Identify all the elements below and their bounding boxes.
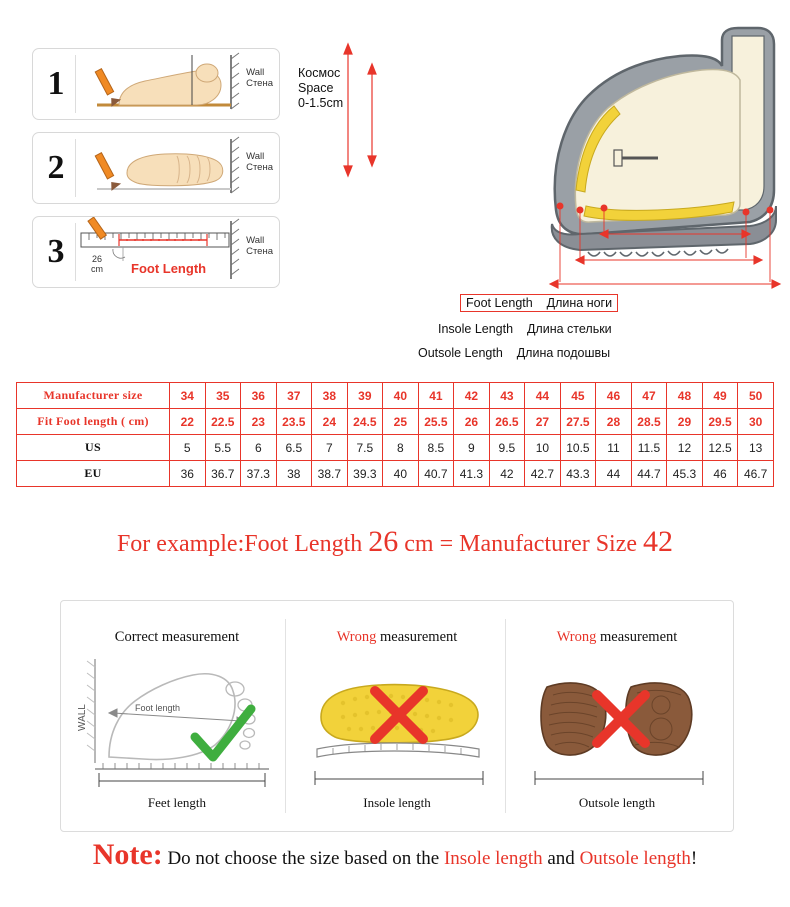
- cell: 23.5: [276, 409, 312, 435]
- cell: 27: [525, 409, 561, 435]
- outsole-length-ru: Длина подошвы: [516, 346, 611, 360]
- toe-space-label-ru: Космос: [298, 66, 341, 80]
- cell: 6: [241, 435, 277, 461]
- panel-2-illustration: [293, 653, 501, 791]
- foot-length-highlight-box: [460, 294, 618, 312]
- cell: 25: [383, 409, 419, 435]
- step-3-illustration: [79, 217, 237, 287]
- step-3-wall-en: Wall: [246, 235, 265, 246]
- cell: 25.5: [418, 409, 454, 435]
- svg-text:WALL: WALL: [77, 704, 88, 731]
- step-1-illustration: [79, 49, 237, 119]
- cell: 46: [702, 461, 738, 487]
- step-2-wall-en: Wall: [246, 151, 265, 162]
- note-keyword: Note:: [92, 838, 163, 871]
- step-3-number: 3: [47, 233, 65, 270]
- cell: 10.5: [560, 435, 596, 461]
- foot-length-ru: Длина ноги: [546, 296, 613, 310]
- cell: 39.3: [347, 461, 383, 487]
- panel-divider-2: [505, 619, 506, 813]
- cell: 42: [454, 383, 490, 409]
- row-label-us: US: [17, 435, 170, 461]
- cell: 11.5: [631, 435, 667, 461]
- cell: 39: [347, 383, 383, 409]
- foot-length-measure-row: [460, 294, 618, 312]
- cell: 38: [276, 461, 312, 487]
- toe-space-value: 0-1.5cm: [298, 96, 344, 110]
- step-2-wall-ru: Стена: [246, 162, 273, 173]
- cell: 36: [241, 383, 277, 409]
- note-text-1: Do not choose the size based on the: [167, 848, 440, 869]
- cell: 48: [667, 383, 703, 409]
- step-2-number: 2: [47, 149, 65, 186]
- row-label-fit-foot-length: Fit Foot length ( cm): [17, 409, 170, 435]
- step-2-divider: [75, 139, 76, 197]
- cell: 10: [525, 435, 561, 461]
- cell: 26: [454, 409, 490, 435]
- cell: 38.7: [312, 461, 348, 487]
- cell: 35: [205, 383, 241, 409]
- step-3-ruler-value-group: [85, 255, 109, 274]
- step-1-wall-ru: Стена: [246, 78, 273, 89]
- outsole-length-en: Outsole Length: [418, 346, 503, 360]
- panel-3-title: [513, 629, 721, 646]
- insole-length-ru: Длина стельки: [526, 322, 612, 336]
- step-3-wall-ru: Стена: [246, 246, 273, 257]
- panel-correct-measurement: [73, 615, 281, 815]
- cell: 24: [312, 409, 348, 435]
- panel-3-title-prefix: Wrong: [556, 629, 597, 645]
- cell: 42.7: [525, 461, 561, 487]
- cell: 6.5: [276, 435, 312, 461]
- row-label-manufacturer-size: Manufacturer size: [17, 383, 170, 409]
- cell: 8.5: [418, 435, 454, 461]
- cell: 37: [276, 383, 312, 409]
- cell: 42: [489, 461, 525, 487]
- step-3-box: [32, 216, 280, 288]
- step-1-number: 1: [47, 65, 65, 102]
- cell: 9: [454, 435, 490, 461]
- cell: 28: [596, 409, 632, 435]
- cell: 29.5: [702, 409, 738, 435]
- cell: 9.5: [489, 435, 525, 461]
- panel-divider-1: [285, 619, 286, 813]
- cell: 44: [525, 383, 561, 409]
- example-sentence: [0, 525, 790, 559]
- cell: 34: [170, 383, 206, 409]
- cell: 13: [738, 435, 774, 461]
- cell: 43.3: [560, 461, 596, 487]
- cell: 24.5: [347, 409, 383, 435]
- cell: 40: [383, 461, 419, 487]
- cell: 36: [170, 461, 206, 487]
- step-1-wall-en: Wall: [246, 67, 265, 78]
- note-text-3: !: [690, 848, 698, 869]
- cell: 7: [312, 435, 348, 461]
- panel-3-caption: Outsole length: [578, 795, 656, 810]
- size-chart-table: [16, 382, 774, 487]
- step-3-wall-label: [246, 235, 273, 257]
- cell: 45.3: [667, 461, 703, 487]
- top-diagram-section: [0, 0, 790, 370]
- measure-steps-panel: [32, 48, 280, 300]
- table-row: [17, 409, 774, 435]
- cell: 41: [418, 383, 454, 409]
- step-1-wall-label: [246, 67, 273, 89]
- step-3-divider: [75, 223, 76, 281]
- panel-1-title: [73, 629, 281, 646]
- step-2-wall-label: [246, 151, 273, 173]
- insole-length-measure-row: [438, 322, 612, 336]
- cell: 41.3: [454, 461, 490, 487]
- cell: 5: [170, 435, 206, 461]
- foot-length-en: Foot Length: [466, 296, 533, 310]
- toe-space-label-en: Space: [298, 81, 334, 95]
- cell: 46.7: [738, 461, 774, 487]
- cell: 8: [383, 435, 419, 461]
- cell: 26.5: [489, 409, 525, 435]
- panel-1-title-prefix: Correct: [114, 629, 159, 645]
- example-equals: = Manufacturer Size: [439, 531, 638, 557]
- note-text-2: and: [547, 848, 575, 869]
- panel-1-illustration: [73, 653, 281, 791]
- cell: 36.7: [205, 461, 241, 487]
- insole-length-en: Insole Length: [438, 322, 514, 336]
- panel-1-caption: Feet length: [147, 795, 207, 810]
- shoe-cross-section-diagram: [288, 10, 788, 370]
- panel-wrong-outsole: [513, 615, 721, 815]
- cell: 11: [596, 435, 632, 461]
- step-3-ruler-value: 26: [91, 254, 102, 264]
- measurement-comparison-panel: [60, 600, 734, 832]
- panel-wrong-insole: [293, 615, 501, 815]
- shoe-svg: [288, 10, 788, 310]
- size-chart-table-wrapper: [16, 382, 774, 487]
- step-3-foot-length-label: Foot Length: [131, 261, 207, 276]
- step-2-illustration: [79, 133, 237, 203]
- cell: 46: [596, 383, 632, 409]
- cell: 37.3: [241, 461, 277, 487]
- step-1-divider: [75, 55, 76, 113]
- cell: 27.5: [560, 409, 596, 435]
- outsole-length-measure-row: [418, 346, 610, 360]
- example-prefix: For example:Foot Length: [116, 531, 363, 557]
- cell: 12: [667, 435, 703, 461]
- note-red-outsole: Outsole length: [579, 848, 691, 869]
- cell: 45: [560, 383, 596, 409]
- cell: 38: [312, 383, 348, 409]
- cell: 30: [738, 409, 774, 435]
- toe-space-label: [298, 66, 343, 111]
- cell: 23: [241, 409, 277, 435]
- cell: 5.5: [205, 435, 241, 461]
- panel-2-title: [293, 629, 501, 646]
- cell: 7.5: [347, 435, 383, 461]
- table-row: [17, 435, 774, 461]
- cell: 29: [667, 409, 703, 435]
- step-2-box: [32, 132, 280, 204]
- cell: 40.7: [418, 461, 454, 487]
- cell: 28.5: [631, 409, 667, 435]
- table-row: [17, 383, 774, 409]
- cell: 40: [383, 383, 419, 409]
- step-3-ruler-unit: cm: [91, 263, 103, 274]
- note-sentence: [0, 838, 790, 872]
- cell: 44: [596, 461, 632, 487]
- table-row: [17, 461, 774, 487]
- step-1-box: [32, 48, 280, 120]
- cell: 12.5: [702, 435, 738, 461]
- example-foot-value: 26: [368, 525, 399, 558]
- cell: 44.7: [631, 461, 667, 487]
- example-unit: cm: [404, 531, 434, 557]
- panel-1-inner-label: Foot length: [135, 703, 181, 713]
- panel-3-illustration: [513, 653, 721, 791]
- cell: 50: [738, 383, 774, 409]
- panel-3-title-suffix: measurement: [600, 629, 678, 645]
- cell: 22: [170, 409, 206, 435]
- panel-2-title-prefix: Wrong: [336, 629, 377, 645]
- cell: 47: [631, 383, 667, 409]
- note-red-insole: Insole length: [443, 848, 543, 869]
- panel-2-title-suffix: measurement: [380, 629, 458, 645]
- row-label-eu: EU: [17, 461, 170, 487]
- panel-2-caption: Insole length: [363, 795, 431, 810]
- example-size-value: 42: [643, 525, 674, 558]
- cell: 49: [702, 383, 738, 409]
- cell: 43: [489, 383, 525, 409]
- cell: 22.5: [205, 409, 241, 435]
- panel-1-title-suffix: measurement: [161, 629, 240, 645]
